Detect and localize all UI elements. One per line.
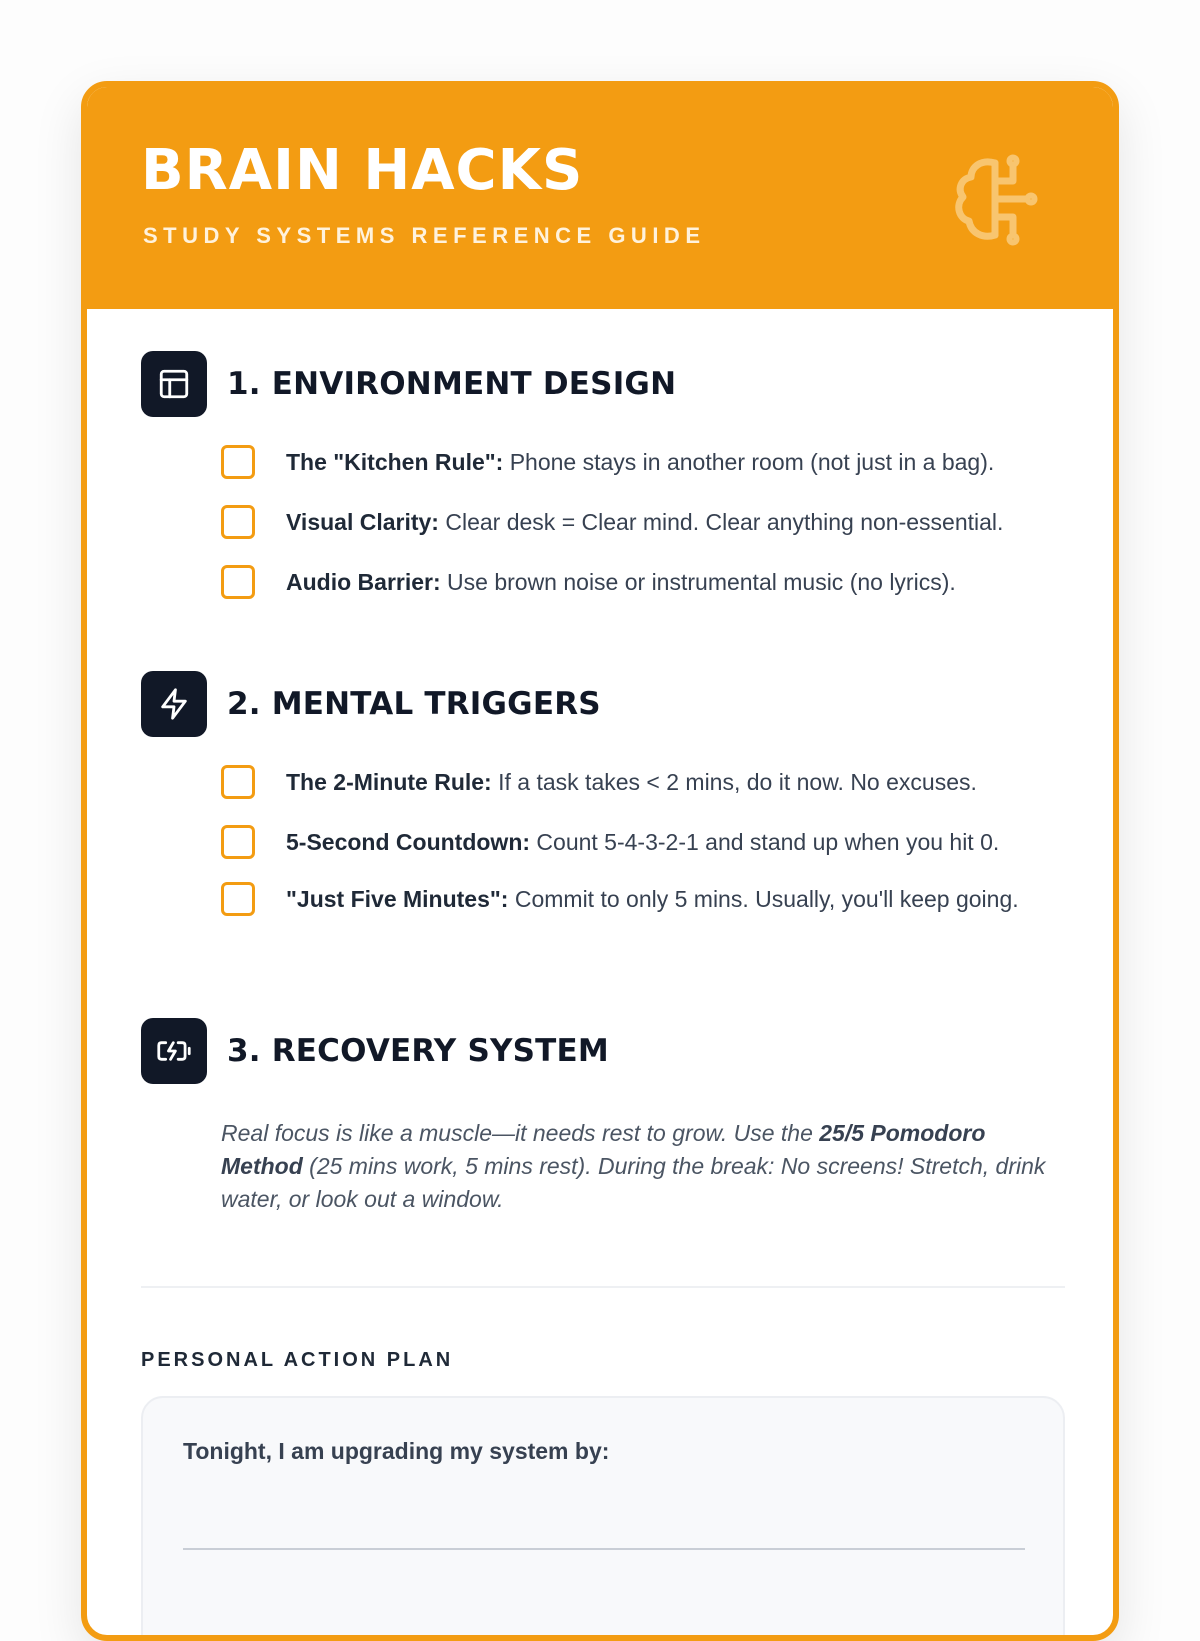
list-item	[221, 565, 1071, 599]
page-title: BRAIN HACKS	[141, 138, 584, 203]
checkbox[interactable]	[221, 445, 255, 479]
item-label: The "Kitchen Rule":	[286, 448, 504, 475]
list-item	[221, 882, 1071, 916]
action-plan-write-line[interactable]	[183, 1548, 1025, 1550]
brain-icon	[951, 151, 1047, 247]
recovery-text-after: (25 mins work, 5 mins rest). During the break: No screens! Stretch, drink water, or look out a window.	[221, 1153, 1046, 1212]
item-description: If a task takes < 2 mins, do it now. No excuses.	[491, 768, 977, 795]
item-label: 5-Second Countdown:	[286, 828, 531, 855]
action-plan-box	[141, 1396, 1065, 1641]
checkbox[interactable]	[221, 825, 255, 859]
list-item	[221, 505, 1071, 539]
recovery-text-before: Real focus is like a muscle—it needs rest to grow. Use the	[221, 1120, 820, 1146]
section-mental-triggers	[141, 671, 601, 737]
action-plan-prompt: Tonight, I am upgrading my system by:	[183, 1438, 610, 1464]
item-description: Use brown noise or instrumental music (no lyrics).	[440, 568, 956, 595]
list-item	[221, 825, 1071, 859]
action-plan-label: PERSONAL ACTION PLAN	[141, 1349, 454, 1371]
recovery-description	[221, 1117, 1051, 1216]
checkbox[interactable]	[221, 882, 255, 916]
layout-icon	[141, 351, 207, 417]
battery-charging-icon	[141, 1018, 207, 1084]
section-title: 2. MENTAL TRIGGERS	[227, 686, 601, 722]
item-text	[286, 826, 999, 859]
section-environment-design	[141, 351, 676, 417]
item-description: Count 5-4-3-2-1 and stand up when you hit 0.	[530, 828, 1000, 855]
section-title: 3. RECOVERY SYSTEM	[227, 1033, 609, 1069]
item-description: Phone stays in another room (not just in a bag).	[503, 448, 995, 475]
item-description: Commit to only 5 mins. Usually, you'll keep going.	[508, 885, 1019, 912]
section-recovery-system	[141, 1018, 609, 1084]
item-label: Visual Clarity:	[286, 508, 439, 535]
item-label: The 2-Minute Rule:	[286, 768, 492, 795]
item-text	[286, 446, 994, 479]
item-label: Audio Barrier:	[286, 568, 441, 595]
item-text	[286, 766, 977, 799]
checkbox[interactable]	[221, 565, 255, 599]
divider	[141, 1286, 1065, 1288]
section-title: 1. ENVIRONMENT DESIGN	[227, 366, 677, 402]
item-text	[286, 883, 1019, 916]
item-description: Clear desk = Clear mind. Clear anything non-essential.	[438, 508, 1004, 535]
header-banner	[87, 87, 1113, 309]
list-item	[221, 765, 1071, 799]
item-text	[286, 506, 1003, 539]
item-label: "Just Five Minutes":	[286, 885, 509, 912]
item-text	[286, 566, 956, 599]
page-subtitle: STUDY SYSTEMS REFERENCE GUIDE	[143, 223, 706, 248]
lightning-icon	[141, 671, 207, 737]
checkbox[interactable]	[221, 765, 255, 799]
list-item	[221, 445, 1071, 479]
checkbox[interactable]	[221, 505, 255, 539]
reference-card	[81, 81, 1119, 1641]
recovery-method: 25/5 Pomodoro Method	[221, 1120, 986, 1179]
